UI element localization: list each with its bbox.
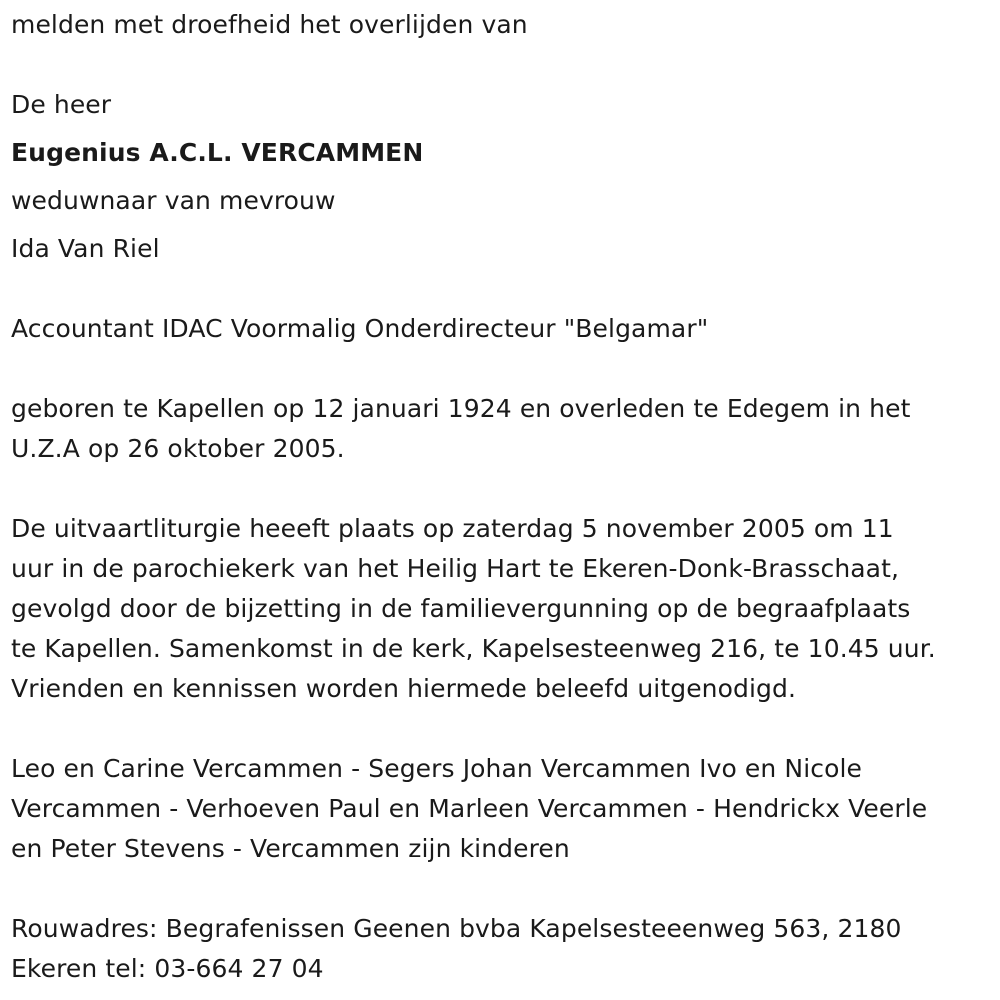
spouse-name: Ida Van Riel <box>11 234 160 263</box>
address-line: Rouwadres: Begrafenissen Geenen bvba Kapelsesteeenweg 563, 2180 <box>11 914 902 943</box>
funeral-line: uur in de parochiekerk van het Heilig Hart te Ekeren-Donk-Brasschaat, <box>11 554 900 583</box>
children-line: Vercammen - Verhoeven Paul en Marleen Vercammen - Hendrickx Veerle <box>11 794 928 823</box>
children-line: Leo en Carine Vercammen - Segers Johan Vercammen Ivo en Nicole <box>11 754 863 783</box>
intro-line: melden met droefheid het overlijden van <box>11 10 528 39</box>
address-line: Ekeren tel: 03-664 27 04 <box>11 954 324 983</box>
profession: Accountant IDAC Voormalig Onderdirecteur "Belgamar" <box>11 314 709 343</box>
children-line: en Peter Stevens - Vercammen zijn kinderen <box>11 834 570 863</box>
funeral-line: De uitvaartliturgie heeeft plaats op zaterdag 5 november 2005 om 11 <box>11 514 894 543</box>
deceased-name: Eugenius A.C.L. VERCAMMEN <box>11 138 424 167</box>
widower-of: weduwnaar van mevrouw <box>11 186 336 215</box>
funeral-line: gevolgd door de bijzetting in de familievergunning op de begraafplaats <box>11 594 911 623</box>
birth-death-line: geboren te Kapellen op 12 januari 1924 en overleden te Edegem in het <box>11 394 911 423</box>
title-prefix: De heer <box>11 90 112 119</box>
birth-death-line: U.Z.A op 26 oktober 2005. <box>11 434 345 463</box>
funeral-line: Vrienden en kennissen worden hiermede beleefd uitgenodigd. <box>11 674 797 703</box>
funeral-line: te Kapellen. Samenkomst in de kerk, Kapelsesteenweg 216, te 10.45 uur. <box>11 634 936 663</box>
